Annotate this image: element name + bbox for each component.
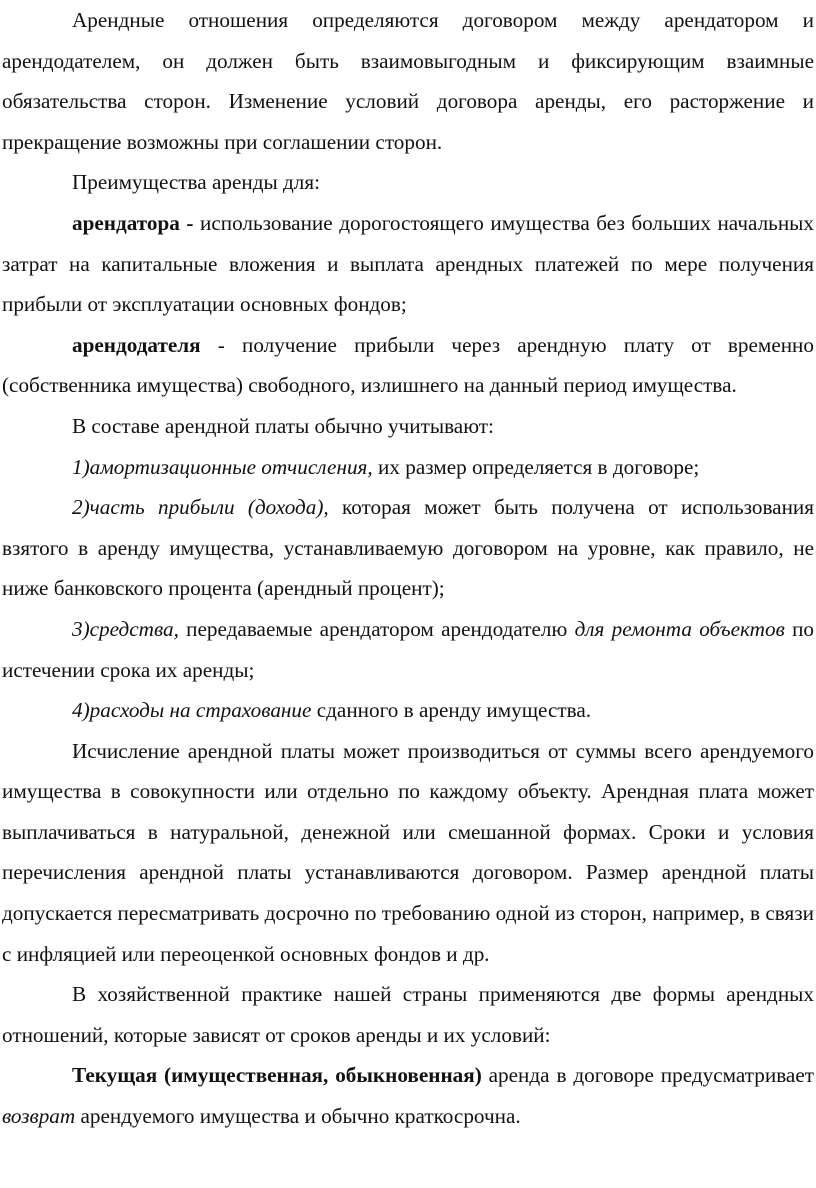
term-lessee: арендатора - bbox=[72, 210, 194, 235]
paragraph-rent-composition-intro: В составе арендной платы обычно учитывают: bbox=[72, 413, 494, 438]
term-repair: для ремонта объектов bbox=[574, 616, 785, 641]
term-lessor: арендодателя bbox=[72, 332, 201, 357]
paragraph-advantage-lessor bbox=[2, 325, 814, 406]
term-profit-share: 2)часть прибыли (дохода), bbox=[72, 495, 329, 520]
term-insurance: 4)расходы на страхование bbox=[72, 698, 312, 723]
term-current-lease: Текущая (имущественная, обыкновенная) bbox=[72, 1063, 482, 1088]
term-return: возврат bbox=[2, 1104, 76, 1129]
text-current-lease-end: арендуемого имущества и обычно краткосрочна. bbox=[75, 1104, 521, 1129]
paragraph-advantages-intro: Преимущества аренды для: bbox=[72, 170, 321, 195]
text-profit-share: которая может быть получена от использования взятого в аренду имущества, устанавливаемую договором на уровне, как правило, не ниже банковского процента (арендный процент); bbox=[2, 495, 814, 601]
paragraph-rent-item-3 bbox=[2, 609, 814, 690]
term-depreciation: 1)амортизационные отчисления, bbox=[72, 454, 373, 479]
paragraph-rent-item-2 bbox=[2, 487, 814, 609]
text-lessee: использование дорогостоящего имущества без больших начальных затрат на капитальные вложения и выплата арендных платежей по мере получения прибыли от эксплуатации основных фондов; bbox=[2, 210, 814, 317]
text-depreciation: их размер определяется в договоре; bbox=[372, 454, 700, 479]
text-current-lease: аренда в договоре предусматривает bbox=[481, 1063, 814, 1088]
text-repair-end: по истечении срока их аренды; bbox=[2, 616, 814, 682]
paragraph-rent-item-1 bbox=[2, 447, 814, 488]
paragraph-current-lease bbox=[2, 1055, 814, 1136]
paragraph-rent-item-4 bbox=[2, 690, 814, 731]
text-funds: передаваемые арендатором арендодателю bbox=[178, 616, 575, 641]
text-insurance: сданного в аренду имущества. bbox=[311, 698, 592, 723]
term-funds: 3)средства, bbox=[72, 616, 179, 641]
text-lessor: - получение прибыли через арендную плату от временно (собственника имущества) свободного, излишнего на данный период имущества. bbox=[2, 332, 814, 398]
paragraph-lease-relations: Арендные отношения определяются договором между арендатором и арендодателем, он должен быть взаимовыгодным и фиксирующим взаимные обязательства сторон. Изменение условий договора аренды, его расторжение и прекращение возможны при соглашении сторон. bbox=[2, 8, 814, 154]
paragraph-rent-calculation: Исчисление арендной платы может производиться от суммы всего арендуемого имущества в совокупности или отдельно по каждому объекту. Арендная плата может выплачиваться в натуральной, денежной или смешанной формах. Сроки и условия перечисления арендной платы устанавливаются договором. Размер арендной платы допускается пересматривать досрочно по требованию одной из сторон, например, в связи с инфляцией или переоценкой основных фондов и др. bbox=[2, 738, 814, 966]
paragraph-lease-forms: В хозяйственной практике нашей страны применяются две формы арендных отношений, которые зависят от сроков аренды и их условий: bbox=[2, 982, 814, 1047]
paragraph-advantage-lessee bbox=[2, 203, 814, 325]
